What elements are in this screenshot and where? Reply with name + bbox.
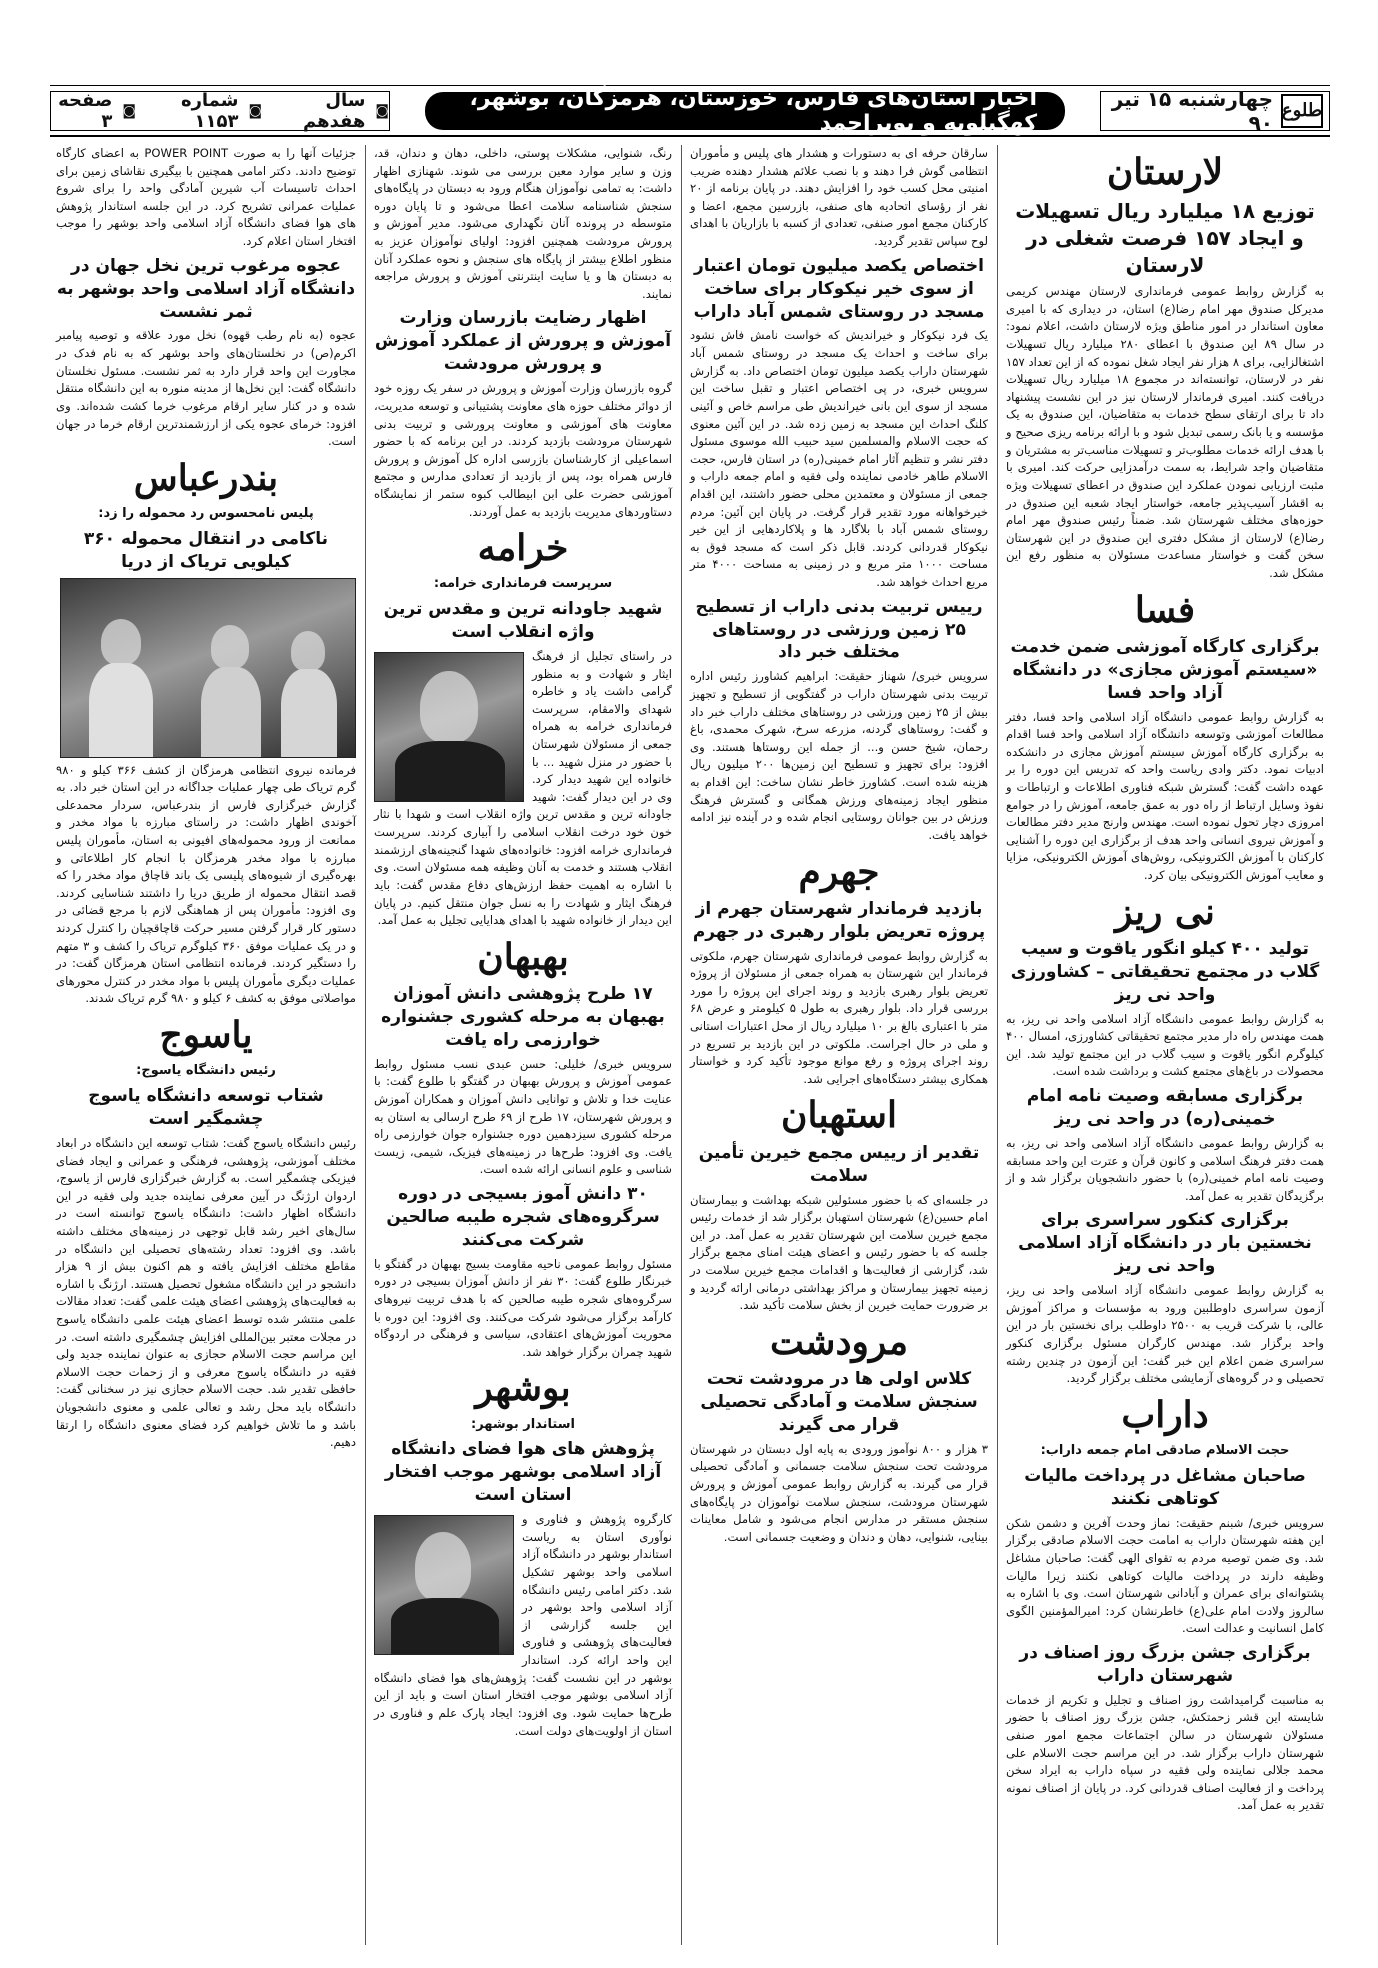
officer-figure — [211, 625, 249, 669]
portrait-body — [391, 1598, 499, 1655]
page-banner: اخبار استان‌های فارس، خوزستان، هرمزگان، بوشهر، کهگیلویه و بویراحمد — [425, 92, 1065, 130]
officer-vest — [89, 663, 153, 758]
headline-khorameh: شهید جاودانه ترین و مقدس ترین واژه انقلاب است — [383, 599, 663, 643]
headline-neyriz: تولید ۴۰۰ کیلو انگور یاقوت و سیب گلاب در مجتمع تحقیقاتی – کشاورزی واحد نی ریز — [1010, 938, 1320, 1005]
article-bandarabbas: فرمانده نیروی انتظامی هرمزگان از کشف ۳۶۶ کیلو و ۹۸۰ گرم تریاک طی چهار عملیات جداگانه در این استان خبر داد. به گزارش خبرگزاری فارس از بندرعباس، سردار محمدعلی آخوندی اظهار داشت: در راستای مبارزه با مواد مخدر و ممانعت از ورود محموله‌های افیونی به استان، مأموران پلیس مبارزه با مواد مخدر هرمزگان با انجام کار اطلاعاتی و بهره‌گیری از شیوه‌های پلیسی یک باند قاچاق مواد مخدر را که قصد انتقال محموله از طریق دریا را داشتند شناسایی کردند. وی افزود: مأموران پس از هماهنگی لازم با مرجع قضائی در دستور کار قرار گرفتن مسیر حرکت قاچاقچیان را کنترل کردند و در یک عملیات موفق ۳۶۰ کیلوگرم تریاک را کشف و ۳ متهم را دستگیر کردند. فرمانده انتظامی استان هرمزگان گفت: در عملیات دیگری مأموران پلیس با مواد مخدر در کنترل محورهای مواصلاتی موفق به کشف ۶ کیلو و ۹۸۰ گرم تریاک شدند. — [56, 762, 356, 1006]
portrait-face — [420, 671, 478, 743]
newspaper-logo: طلوع — [1281, 94, 1323, 128]
article-marvdasht: ۳ هزار و ۸۰۰ نوآموز ورودی به پایه اول دبستان در شهرستان مرودشت تحت سنجش سلامت جسمانی و آمادگی تحصیلی قرار می گیرند. به گزارش روابط عمومی آموزش و پرورش شهرستان مرودشت، سنجش سلامت نوآموزان در پایگاه‌های سنجش مستقر در مدارس انجام می‌شود و شامل معاینات بینایی، شنوایی، دهان و دندان و وضعیت جسمانی است. — [690, 1441, 988, 1544]
article-behbahan-2: مسئول روابط عمومی ناحیه مقاومت بسیج بهبهان در گفتگو با خبرنگار طلوع گفت: ۳۰ نفر از دانش آموزان بسیجی در دوره سرگروه‌های شجره طیبه صالحین که با هدف تربیت نیروهای کارآمد برگزار می‌شود شرکت می‌کنند. وی افزود: این دوره با محوریت آموزش‌های اعتقادی، سیاسی و فرهنگی در اردوگاه شهید چمران برگزار خواهد شد. — [374, 1256, 672, 1359]
square-icon: ◙ — [248, 102, 263, 119]
headline-neyriz-2: برگزاری مسابقه وصیت نامه امام خمینی(ره) در واحد نی ریز — [1026, 1086, 1304, 1130]
issue-number: شماره ۱۱۵۳ — [180, 89, 239, 132]
issue-date: چهارشنبه ۱۵ تیر ۹۰ — [1111, 86, 1273, 135]
headline-darab: صاحبان مشاغل در پرداخت مالیات کوتاهی نکنند — [1024, 1465, 1306, 1509]
article-neyriz-2: به گزارش روابط عمومی دانشگاه آزاد اسلامی واحد نی ریز، به همت دفتر فرهنگ اسلامی و کانون قرآن و عترت این واحد مسابقه وصیت نامه امام خمینی(ره) با حضور دانشجویان برگزار شد و از برگزیدگان تقدیر به عمل آمد. — [1006, 1135, 1324, 1203]
section-title-bushehr: بوشهر — [475, 1367, 571, 1410]
headline-inspectors: اظهار رضایت بازرسان وزارت آموزش و پرورش از عملکرد آموزش و پرورش مرودشت — [374, 308, 672, 375]
headline-jahrom: بازدید فرماندار شهرستان جهرم از پروژه تعریض بلوار رهبری در جهرم — [692, 898, 986, 942]
column-divider — [997, 145, 998, 1945]
column-2 — [684, 145, 994, 1945]
headline-bandarabbas: ناکامی در انتقال محموله ۳۶۰ کیلویی تریاک از دریا — [83, 528, 329, 572]
portrait-face — [415, 1532, 471, 1602]
headline-behbahan: ۱۷ طرح پژوهشی دانش آموزان بهبهان به مرحله کشوری جشنواره خوارزمی راه یافت — [381, 983, 665, 1050]
section-title-neyriz: نی ریز — [1115, 890, 1215, 933]
headline-bushehr: پژوهش های هوا فضای دانشگاه آزاد اسلامی بوشهر موجب افتخار استان است — [384, 1439, 662, 1506]
article-khorameh: در راستای تجلیل از فرهنگ ایثار و شهادت و به منظور گرامی داشت یاد و خاطره شهدای والامقام، سرپرست فرمانداری خرامه به همراه جمعی از مسئولان شهرستان با حضور در منزل شهید ... با خانواده این شهید دیدار کرد. وی در این دیدار گفت: شهید جاودانه ترین و مقدس ترین واژه انقلاب است و شهدا با نثار خون خود درخت انقلاب اسلامی را آبیاری کردند. سرپرست فرمانداری خرامه افزود: خانواده‌های شهدا گنجینه‌های ارزشمند انقلاب هستند و خدمت به آنان وظیفه همه مسئولان است. وی با اشاره به اهمیت حفظ ارزش‌های دفاع مقدس گفت: باید فرهنگ ایثار و شهادت را به نسل جوان منتقل کنیم. در پایان این دیدار از خانواده شهید با اهدای هدایایی تجلیل به عمل آمد. — [374, 648, 672, 928]
headline-fasa: برگزاری کارگاه آموزشی ضمن خدمت «سیستم آموزش مجازی» در دانشگاه آزاد واحد فسا — [1010, 636, 1320, 703]
section-title-lorestan: لارستان — [1106, 151, 1224, 193]
year-label: سال هفدهم — [302, 89, 366, 132]
officer-figure — [101, 619, 141, 665]
headline-mosque: اختصاص یکصد میلیون تومان اعتبار از سوی خیر نیکوکار برای ساخت مسجد در روستای شمس آباد داراب — [693, 255, 985, 322]
columns — [50, 145, 1330, 1945]
article-behbahan: سرویس خبری/ خلیلی: حسن عبدی نسب مسئول روابط عمومی آموزش و پرورش بهبهان در گفتگو با طلوع گفت: با عنایت خدا و تلاش و توانایی دانش آموزان و همکاران آموزش و پرورش شهرستان، ۱۷ طرح از ۶۹ طرح ارسالی به استان به مرحله کشوری سیزدهمین دوره جشنواره جوان خوارزمی راه یافت. وی افزود: طرح‌ها در زمینه‌های فیزیک، شیمی، زیست شناسی و علوم انسانی ارائه شده است. — [374, 1056, 672, 1177]
section-title-bandarabbas: بندرعباس — [133, 456, 279, 499]
headline-neyriz-3: برگزاری کنکور سراسری برای نخستین بار در دانشگاه آزاد اسلامی واحد نی ریز — [1018, 1210, 1312, 1277]
section-title-fasa: فسا — [1134, 588, 1196, 631]
headline-darab-2: برگزاری جشن بزرگ روز اصناف در شهرستان داراب — [1019, 1642, 1311, 1686]
police-operation-photo — [60, 578, 356, 758]
square-icon: ◙ — [122, 102, 136, 119]
article-neyriz-3: به گزارش روابط عمومی دانشگاه آزاد اسلامی واحد نی ریز، آزمون سراسری داوطلبین ورود به مؤسسات و مراکز آموزش عالی، با شرکت قریب به ۲۵۰۰ داوطلب برای نخستین بار در این واحد برگزار شد. مهندس کارگران مسئول برگزاری کنکور سراسری ضمن اعلام این خبر گفت: این آزمون در چندین رشته تحصیلی و در گروه‌های آزمایشی مختلف برگزار گردید. — [1006, 1283, 1324, 1386]
section-title-estahban: استهبان — [781, 1094, 897, 1137]
article-fasa: به گزارش روابط عمومی دانشگاه آزاد اسلامی واحد فسا، دفتر مطالعات آموزشی وتوسعه دانشگاه آزاد اسلامی واحد فسا اقدام به برگزاری کارگاه آموزش سیستم آموزش مجازی در دانشکده ادبیات نمود. دکتر وادی ریاست واحد که تدریس این دوره را بر عهده داشت گفت: گسترش شبکه فناوری اطلاعات و ارتباطات و نفوذ وسایل ارتباط از راه دور به عمق جامعه، آموزش را در جوامع امروزی دچار تحول نموده است. مهندس وارنج مدیر دفتر مطالعات و آموزش نیروی انسانی واحد هدف از برگزاری این دوره را آشنایی کارکنان با آموزش الکترونیکی، روش‌های آموزش الکترونیکی، مزایا و معایب آموزش الکترونیکی بیان کرد. — [1006, 709, 1324, 883]
article-jahrom: به گزارش روابط عمومی فرمانداری شهرستان جهرم، ملکوتی فرماندار این شهرستان به همراه جمعی از مسئولان از پروژه تعریض بلوار رهبری بازدید و روند اجرای این پروژه را مورد بررسی قرار داد. بلوار رهبری به طول ۵ کیلومتر و عرض ۶۸ متر با اعتباری بالغ بر ۱۰ میلیارد ریال از محل اعتبارات استانی و ملی در حال اجراست. ملکوتی در این بازدید بر تسریع در روند اجرای پروژه و رفع موانع موجود تأکید کرد و خواستار همکاری بیشتر دستگاه‌های اجرایی شد. — [690, 948, 989, 1086]
article-mosque: یک فرد نیکوکار و خیراندیش که خواست نامش فاش نشود برای ساخت و احداث یک مسجد در روستای شمس آباد شهرستان داراب یکصد میلیون تومان اختصاص داد. به گزارش سرویس خبری، در پی اختصاص اعتبار و تقبل ساخت این مسجد از سوی این بانی خیراندیش طی مراسم خاص و آئینی کلنگ احداث این مسجد به زمین زده شد. در این آئین معنوی که حجت الاسلام والمسلمین سید حبیب الله موسوی مسئول دفتر نشر و تنظیم آثار امام خمینی(ره) در استان فارس، حجت الاسلام طاهر خادمی نماینده ولی فقیه و امام جمعه داراب و جمعی از مسئولان و معتمدین محلی حضور داشتند، این اقدام خیرخواهانه مورد تقدیر قرار گرفت. در پایان این آئین: مردم روستای شمس آباد با بلاگارد ها و پلاکاردهایی از این خیر نیکوکار قدردانی کردند. قابل ذکر است که مسجد فوق به مساحت ۱۰۰۰ متر مربع و در زمینی به مساحت ۴۰۰۰ متر مربع احداث خواهد شد. — [690, 328, 988, 589]
article-continuation: رنگ، شنوایی، مشکلات پوستی، داخلی، دهان و دندان، قد، وزن و سایر موارد معین بررسی می شوند. شهنازی اظهار داشت: به تمامی نوآموزان هنگام ورود به دبستان در پایگاه‌های سنجش شناسنامه سلامت اعطا می‌شود و تا پایان دوره متوسطه در پرونده آنان نگهداری می‌شود. مدیر آموزش و پرورش مرودشت همچنین افزود: اولیای نوآموزان عزیز به منظور اطلاع بیشتر از پایگاه های سنجش و نحوه عملکرد آنان به دبستان ها و یا سایت اینترنتی آموزش و پرورش مراجعه نمایند. — [374, 146, 672, 301]
issue-info — [50, 91, 390, 131]
kicker-bandarabbas: پلیس نامحسوس رد محموله را زد: — [98, 505, 314, 521]
column-3 — [368, 145, 678, 1945]
article-darab-2: به مناسبت گرامیداشت روز اصناف و تجلیل و تکریم از خدمات شایسته این قشر زحمتکش، جشن بزرگ روز اصناف با حضور مسئولان شهرستان در سالن اجتماعات مجمع امور صنفی شهرستان داراب برگزار شد. در این مراسم حجت الاسلام علی محمد جلالی نماینده ولی فقیه در سپاه داراب به ایراد سخن پرداخت و از فعالیت اصناف قدردانی کرد. در پایان از اصناف نمونه تقدیر به عمل آمد. — [1006, 1692, 1324, 1813]
portrait-body — [395, 741, 505, 802]
article-sports: سرویس خبری/ شهناز حقیقت: ابراهیم کشاورز رئیس اداره تربیت بدنی شهرستان داراب در گفتگویی از تسطیح و تجهیز بیش از ۲۵ زمین ورزشی در روستاهای مختلف داراب خبر داد و گفت: روستاهای گردنه، مزرعه سرخ، شهرک محمدی، باغ رحمان، شیخ حسن و... از جمله این روستاها هستند. وی افزود: برای تجهیز و تسطیح این زمین‌ها ۲۰۰ میلیون ریال هزینه شده است. کشاورز خاطر نشان ساخت: این اقدام به منظور ایجاد زمینه‌های ورزش همگانی و گسترش فرهنگ ورزش در بین جوانان روستایی انجام شده و در آینده نیز ادامه خواهد یافت. — [690, 669, 988, 842]
section-title-darab: داراب — [1121, 1393, 1209, 1436]
article-darab: سرویس خبری/ شبنم حقیقت: نماز وحدت آفرین و دشمن شکن این هفته شهرستان داراب به امامت حجت الاسلام صادقی برگزار شد. وی ضمن توصیه مردم به تقوای الهی گفت: صاحبان مشاغل وظیفه دارند در پرداخت مالیات کوتاهی نکنند زیرا مالیات پشتوانه‌ای برای عمران و آبادانی شهرستان است. وی با اشاره به سالروز ولادت امام علی(ع) خاطرنشان کرد: امیرالمؤمنین الگوی کامل انسانیت و عدالت است. — [1006, 1515, 1324, 1636]
section-title-marvdasht: مرودشت — [769, 1320, 909, 1363]
kicker-yasuj: رئیس دانشگاه یاسوج: — [136, 1063, 276, 1079]
square-icon: ◙ — [375, 102, 389, 119]
column-4 — [50, 145, 362, 1945]
headline-marvdasht: کلاس اولی ها در مرودشت تحت سنجش سلامت و آمادگی تحصیلی قرار می گیرند — [700, 1368, 978, 1435]
headline-sports: رییس تربیت بدنی داراب از تسطیح ۲۵ زمین ورزشی در روستاهای مختلف خبر داد — [695, 596, 983, 663]
headline-behbahan-2: ۳۰ دانش آموز بسیجی در دوره سرگروه‌های شجره طیبه صالحین شرکت می‌کنند — [386, 1184, 660, 1250]
article-lorestan: به گزارش روابط عمومی فرمانداری لارستان مهندس کریمی مدیرکل صندوق مهر امام رضا(ع) استان، در دیداری که با امیری معاون استاندار در امور مناطق ویژه لارستان داشت، اعلام نمود: در سال ۸۹ این صندوق با اعطای ۲۸۰ میلیارد ریال تسهیلات اشتغالزایی، برای ۸ هزار نفر ایجاد شغل نموده که از این تعداد ۱۵۷ نفر در لارستان، توانسته‌اند در مجموع ۱۸ میلیارد ریال تسهیلات دریافت کنند. امیری فرماندار لارستان نیز در این نشست پیشنهاد داد تا برای ارتقای سطح خدمات به متقاضیان، این صندوق به یک مؤسسه و یا بانک رسمی تبدیل شود و با ارائه برنامه ریزی صحیح و با هدف ارائه خدمات مطلوب‌تر و تسهیلات مناسب‌تر به مشتریان و متقاضیان واجد شرایط، به سمت درآمدزایی حرکت کند. امیری با مثبت ارزیابی نمودن عملکرد این صندوق در اعطای تسهیلات ویژه به اقشار آسیب‌پذیر جامعه، خواستار ایجاد شعبه این صندوق در حوزه‌های مختلف شهرستان شد. ضمناً رئیس صندوق مهر امام رضا(ع) لارستان از مشکل دفتری این صندوق در این شهرستان سخن گفت و خواستار مساعدت مسئولان به منظور رفع این مشکل شد. — [1006, 284, 1324, 580]
article-bushehr: کارگروه پژوهش و فناوری و نوآوری استان به ریاست استاندار بوشهر در دانشگاه آزاد اسلامی واحد بوشهر تشکیل شد. دکتر امامی رئیس دانشگاه آزاد اسلامی واحد بوشهر در این جلسه گزارشی از فعالیت‌های پژوهشی و فناوری این واحد ارائه کرد. استاندار بوشهر در این نشست گفت: پژوهش‌های هوا فضای دانشگاه آزاد اسلامی بوشهر موجب افتخار استان است و باید از این طرح‌ها حمایت شود. وی افزود: ایجاد پارک علم و فناوری در استان از اولویت‌های دولت است. — [374, 1512, 672, 1738]
date-box — [1100, 86, 1330, 135]
article-inspectors: گروه بازرسان وزارت آموزش و پرورش در سفر یک روزه خود از دوائر مختلف حوزه های معاونت پشتیبانی و توسعه مدیریت، معاونت های آموزشی و معاونت پرورشی و تربیت بدنی شهرستان مرودشت بازدید کردند. در این برنامه که با حضور اسماعیلی از کارشناسان بازرسی اداره کل آموزش و پرورش فارس همراه بود، پس از بازدید از تعدادی مدارس و مجتمع آموزشی حضرت علی ابن ابیطالب کبوه ستمر از نمایشگاه دستاوردهای مدیریت بازدید به عمل آوردند. — [374, 381, 672, 519]
column-divider — [365, 145, 366, 1945]
article-ajwa: عجوه (به نام رطب قهوه) نخل مورد علاقه و توصیه پیامبر اکرم(ص) در نخلستان‌های واحد بوشهر که به نام فدک در مجاورت این واحد قرار دارد به ثمر نشست. مسئول نخلستان دانشگاه گفت: این نخل‌ها از مدینه منوره به این دانشگاه منتقل شده و در کنار سایر ارقام مرغوب خرما کشت شده‌اند. وی افزود: خرمای عجوه یکی از ارزشمندترین ارقام خرما در جهان است. — [56, 328, 356, 449]
article-yasuj: رئیس دانشگاه یاسوج گفت: شتاب توسعه این دانشگاه در ابعاد مختلف آموزشی، پژوهشی، فرهنگی و عمرانی و ایجاد فضای فیزیکی چشمگیر است. به گزارش خبرگزاری فارس از یاسوج، اردوان ارژنگ در آیین معرفی نماینده جدید ولی فقیه در این دانشگاه اظهار داشت: دانشگاه یاسوج توانسته است در سال‌های اخیر رشد قابل توجهی در زمینه‌های مختلف داشته باشد. وی افزود: تعداد رشته‌های تحصیلی این دانشگاه در مقاطع مختلف افزایش یافته و هم اکنون بیش از ۹ هزار دانشجو در این دانشگاه مشغول تحصیل هستند. ارژنگ با اشاره به فعالیت‌های پژوهشی اعضای هیئت علمی گفت: تعداد مقالات علمی منتشر شده توسط اعضای هیئت علمی دانشگاه یاسوج در مجلات معتبر بین‌المللی افزایش چشمگیری داشته است. در این مراسم حجت الاسلام حجازی به عنوان نماینده جدید ولی فقیه در دانشگاه یاسوج معرفی و از زحمات حجت الاسلام حافظی تقدیر شد. حجت الاسلام حجازی نیز در سخنانی گفت: دانشگاه باید محل رشد و تعالی علمی و معنوی دانشجویان باشد و ما تلاش خواهیم کرد فضای معنوی دانشگاه را ارتقا دهیم. — [56, 1135, 356, 1450]
officer-figure — [291, 631, 325, 671]
page-header — [50, 85, 1330, 137]
officer-vest — [281, 669, 337, 758]
kicker-darab: حجت الاسلام صادقی امام جمعه داراب: — [1040, 1443, 1290, 1459]
governor-photo — [374, 652, 524, 802]
section-title-behbahan: بهبهان — [477, 935, 569, 978]
article-continuation: سارقان حرفه ای به دستورات و هشدار های پلیس و مأموران انتظامی گوش فرا دهند و با نصب علائم هشدار دهنده ضریب امنیتی محل کسب خود را افزایش دهند. در پایان برنامه از ۲۰ نفر از رؤسای اتحادیه های صنفی، بازرسین مجمع، اعضا و کارکنان مجمع امور صنفی، تعدادی از کسبه با بازاریان با اهدای لوح سپاس تقدیر گردید. — [690, 146, 988, 249]
section-title-yasuj: یاسوج — [159, 1014, 253, 1057]
section-title-jahrom: جهرم — [798, 850, 880, 893]
article-estahban: در جلسه‌ای که با حضور مسئولین شبکه بهداشت و بیمارستان امام حسین(ع) شهرستان استهبان برگزار شد از خدمات رئیس مجمع خیرین سلامت این شهرستان تقدیر به عمل آمد. در این جلسه که با حضور رئیس و اعضای هیئت امنای مجمع برگزار شد، گزارشی از فعالیت‌ها و اقدامات مجمع خیرین سلامت در زمینه تجهیز بیمارستان و مراکز بهداشتی درمانی ارائه گردید و بر ضرورت حمایت خیرین از بخش سلامت تأکید شد. — [690, 1192, 988, 1313]
headline-yasuj: شتاب توسعه دانشگاه یاسوج چشمگیر است — [88, 1086, 324, 1129]
newspaper-page — [50, 85, 1330, 1945]
article-continuation: جزئیات آنها را به صورت POWER POINT به اعضای کارگاه توضیح دادند. دکتر امامی همچنین با بیگیری نقاشای زمین برای احداث تاسیسات آب شیرین آمادگی واحد را برای شروع عملیات عمرانی تشریح کرد. در این جلسه استاندار پژوهش های هوا فضای دانشگاه آزاد اسلامی واحد بوشهر را موجب افتخار استان اعلام کرد. — [56, 146, 356, 249]
officer-vest — [201, 667, 261, 758]
kicker-khorameh: سرپرست فرمانداری خرامه: — [433, 576, 613, 592]
section-title-khorameh: خرامه — [477, 527, 569, 570]
headline-ajwa: عجوه مرغوب ترین نخل جهان در دانشگاه آزاد اسلامی واحد بوشهر به ثمر نشست — [56, 255, 356, 322]
kicker-bushehr: استاندار بوشهر: — [471, 1416, 575, 1432]
headline-lorestan: توزیع ۱۸ میلیارد ریال تسهیلات و ایجاد ۱۵۷ فرصت شغلی در لارستان — [1015, 199, 1315, 278]
headline-estahban: تقدیر از رییس مجمع خیرین تأمین سلامت — [698, 1142, 980, 1186]
article-neyriz: به گزارش روابط عمومی دانشگاه آزاد اسلامی واحد نی ریز، به همت مهندس راه دار مدیر مجتمع تحقیقاتی کشاورزی، امسال ۴۰۰ کیلوگرم انگور یاقوت و سیب گلاب در این مجتمع تولید شد. این محصولات در باغ‌های مجتمع کشت و برداشت شده است. — [1006, 1011, 1324, 1079]
column-divider — [681, 145, 682, 1945]
governor-bushehr-photo — [374, 1515, 514, 1655]
column-1 — [1000, 145, 1330, 1945]
page-number: صفحه ۳ — [58, 89, 113, 132]
